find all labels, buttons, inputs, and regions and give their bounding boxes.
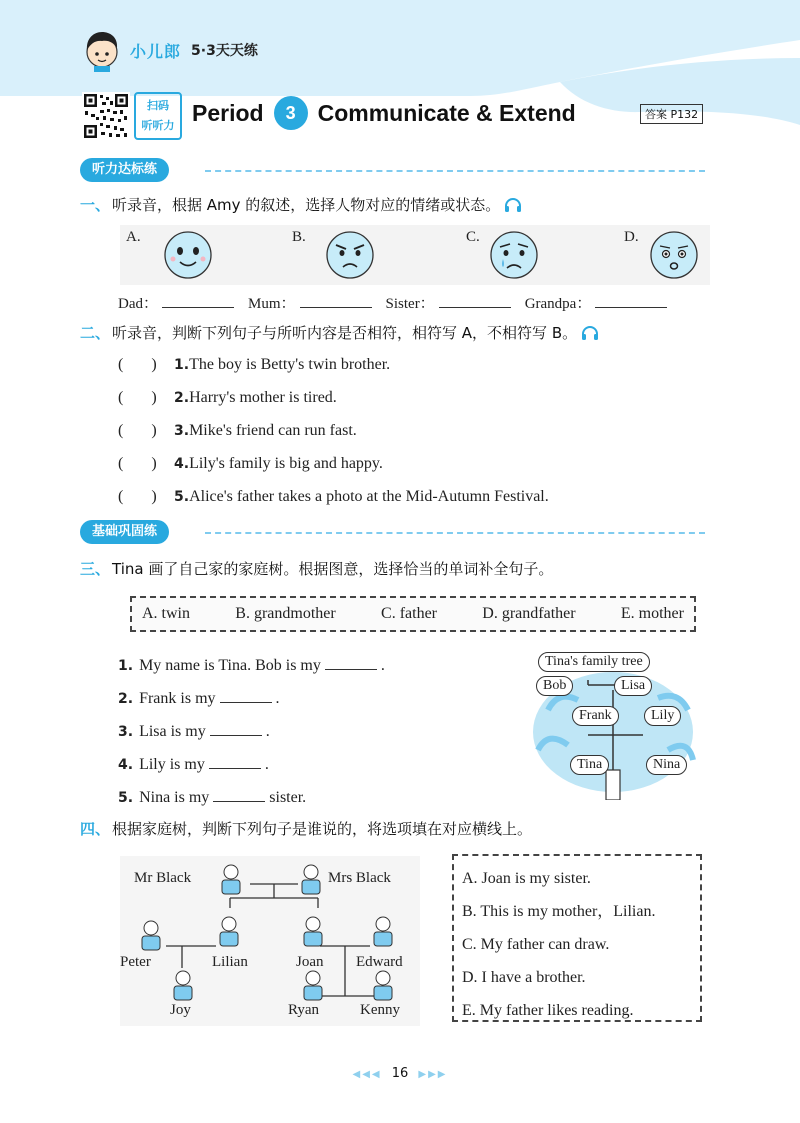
- answer-blank[interactable]: [210, 718, 262, 736]
- statement-option: B. This is my mother，Lilian.: [462, 903, 656, 920]
- answer-blank[interactable]: [162, 290, 234, 308]
- sentence-before: Nina is my: [139, 789, 210, 806]
- section-divider: [205, 532, 705, 534]
- option-letter: A.: [126, 229, 141, 245]
- tree-name-lisa: Lisa: [614, 676, 652, 696]
- name-joan: Joan: [296, 954, 324, 970]
- item-text: Harry's mother is tired.: [189, 389, 337, 406]
- section-basic: 基础巩固练: [80, 520, 169, 544]
- happy-face-icon: [162, 229, 214, 281]
- sentence-3: [118, 718, 270, 741]
- name-edward: Edward: [356, 954, 403, 970]
- sad-face-icon: [488, 229, 540, 281]
- mascot-icon: [80, 28, 124, 72]
- sentence-after: sister.: [269, 789, 307, 806]
- answer-blank[interactable]: [300, 290, 372, 308]
- name-peter: Peter: [120, 954, 151, 970]
- option-letter: D.: [624, 229, 639, 245]
- emotion-faces: [120, 225, 710, 285]
- word-option: C. father: [381, 605, 437, 622]
- item-number: 4.: [118, 757, 134, 773]
- black-family-tree: [120, 856, 420, 1026]
- question-text: 听录音，根据 Amy 的叙述，选择人物对应的情绪或状态。: [112, 196, 501, 214]
- tf-item-3: [118, 422, 357, 440]
- sentence-after: .: [275, 690, 280, 707]
- statement-options: [452, 854, 702, 1022]
- fill-label: Grandpa：: [524, 296, 592, 312]
- brand-name: 小儿郎: [130, 41, 182, 61]
- question-number: 一、: [80, 196, 111, 214]
- mrs-black-figure-icon: [294, 862, 328, 896]
- item-text: The boy is Betty's twin brother.: [189, 356, 391, 373]
- answer-blank[interactable]: [325, 652, 377, 670]
- sentence-before: My name is Tina. Bob is my: [139, 657, 321, 674]
- question-2-heading: [80, 322, 599, 343]
- item-number: 5.: [174, 489, 190, 505]
- fill-grandpa: [525, 290, 668, 313]
- answer-blank[interactable]: [595, 290, 667, 308]
- fill-dad: [118, 290, 234, 313]
- period-number-badge: 3: [274, 96, 308, 130]
- fill-sister: [386, 290, 511, 313]
- tf-item-2: [118, 389, 337, 407]
- question-text: Tina 画了自己家的家庭树。根据图意，选择恰当的单词补全句子。: [112, 560, 554, 578]
- sentence-before: Lily is my: [139, 756, 205, 773]
- headphone-icon[interactable]: [581, 325, 599, 341]
- qr-code-icon[interactable]: [82, 92, 130, 140]
- joan-figure-icon: [296, 914, 330, 948]
- question-1-heading: [80, 194, 522, 215]
- peter-figure-icon: [134, 918, 168, 952]
- answer-blank[interactable]: [213, 784, 265, 802]
- q1-answer-row: [118, 290, 718, 313]
- question-text: 根据家庭树，判断下列句子是谁说的，将选项填在对应横线上。: [112, 820, 533, 838]
- question-4-heading: [80, 818, 532, 839]
- sentence-after: .: [380, 657, 385, 674]
- sentence-2: [118, 685, 280, 708]
- edward-figure-icon: [366, 914, 400, 948]
- item-number: 1.: [118, 658, 134, 674]
- item-number: 3.: [174, 423, 190, 439]
- angry-face-icon: [324, 229, 376, 281]
- page-footer: [0, 1066, 800, 1081]
- tree-name-nina: Nina: [646, 755, 687, 775]
- answer-parentheses[interactable]: ( ): [118, 422, 157, 439]
- fill-label: Sister：: [385, 296, 435, 312]
- tree-name-tina: Tina: [570, 755, 609, 775]
- item-number: 3.: [118, 724, 134, 740]
- word-option: A. twin: [142, 605, 190, 622]
- period-word: Period: [192, 99, 264, 126]
- name-lilian: Lilian: [212, 954, 248, 970]
- right-arrows-icon: ▶▶▶: [418, 1069, 448, 1080]
- answer-blank[interactable]: [439, 290, 511, 308]
- sentence-1: [118, 652, 385, 675]
- sentence-after: .: [265, 723, 270, 740]
- tf-item-1: [118, 356, 390, 374]
- title-text: Communicate & Extend: [317, 99, 576, 126]
- sentence-before: Lisa is my: [139, 723, 206, 740]
- answer-parentheses[interactable]: ( ): [118, 488, 157, 505]
- item-number: 2.: [174, 390, 190, 406]
- question-number: 四、: [80, 820, 111, 838]
- sentence-4: [118, 751, 269, 774]
- item-number: 1.: [174, 357, 190, 373]
- kenny-figure-icon: [366, 968, 400, 1002]
- left-arrows-icon: ◀◀◀: [352, 1069, 382, 1080]
- tree-name-bob: Bob: [536, 676, 573, 696]
- answer-blank[interactable]: [220, 685, 272, 703]
- tree-name-frank: Frank: [572, 706, 619, 726]
- lilian-figure-icon: [212, 914, 246, 948]
- section-divider: [205, 170, 705, 172]
- word-option: B. grandmother: [235, 605, 336, 622]
- item-number: 2.: [118, 691, 134, 707]
- word-option: D. grandfather: [482, 605, 576, 622]
- answer-blank[interactable]: [209, 751, 261, 769]
- joy-figure-icon: [166, 968, 200, 1002]
- fill-mum: [248, 290, 372, 313]
- tf-item-5: [118, 488, 549, 506]
- name-mrs-black: Mrs Black: [328, 870, 391, 886]
- scan-line2: 听听力: [141, 119, 175, 132]
- worried-face-icon: [648, 229, 700, 281]
- answer-parentheses[interactable]: ( ): [118, 389, 157, 406]
- question-text: 听录音，判断下列句子与所听内容是否相符，相符写 A，不相符写 B。: [112, 324, 578, 342]
- tree-name-lily: Lily: [644, 706, 681, 726]
- section-listening: 听力达标练: [80, 158, 169, 182]
- scan-line1: 扫码: [147, 99, 169, 112]
- brand-series: 5·3天天练: [191, 43, 258, 59]
- tree-title: Tina's family tree: [538, 652, 650, 672]
- tf-item-4: [118, 455, 383, 473]
- question-number: 三、: [80, 560, 111, 578]
- answer-parentheses[interactable]: ( ): [118, 356, 157, 373]
- name-mr-black: Mr Black: [134, 870, 192, 886]
- brand: [80, 28, 258, 72]
- word-option: E. mother: [620, 605, 684, 622]
- fill-label: Dad：: [118, 296, 158, 312]
- headphone-icon[interactable]: [504, 197, 522, 213]
- item-text: Alice's father takes a photo at the Mid-Autumn Festival.: [189, 488, 549, 505]
- name-kenny: Kenny: [360, 1002, 400, 1018]
- sentence-5: [118, 784, 306, 807]
- answer-reference: 答案 P132: [640, 104, 703, 124]
- statement-option: A. Joan is my sister.: [462, 870, 591, 887]
- word-bank: [130, 596, 696, 632]
- option-letter: B.: [292, 229, 306, 245]
- family-tree-illustration: [528, 650, 698, 800]
- answer-parentheses[interactable]: ( ): [118, 455, 157, 472]
- statement-option: D. I have a brother.: [462, 969, 586, 986]
- item-text: Lily's family is big and happy.: [189, 455, 383, 472]
- question-3-heading: [80, 558, 553, 579]
- item-number: 5.: [118, 790, 134, 806]
- statement-option: C. My father can draw.: [462, 936, 610, 953]
- sentence-before: Frank is my: [139, 690, 216, 707]
- item-number: 4.: [174, 456, 190, 472]
- item-text: Mike's friend can run fast.: [189, 422, 357, 439]
- question-number: 二、: [80, 324, 111, 342]
- fill-label: Mum：: [248, 296, 296, 312]
- option-letter: C.: [466, 229, 480, 245]
- name-ryan: Ryan: [288, 1002, 320, 1018]
- sentence-after: .: [264, 756, 269, 773]
- page-title: [192, 96, 576, 130]
- name-joy: Joy: [170, 1002, 191, 1018]
- statement-option: E. My father likes reading.: [462, 1002, 634, 1019]
- ryan-figure-icon: [296, 968, 330, 1002]
- mr-black-figure-icon: [214, 862, 248, 896]
- page-number: 16: [391, 1066, 409, 1081]
- scan-to-listen-badge[interactable]: [134, 92, 182, 140]
